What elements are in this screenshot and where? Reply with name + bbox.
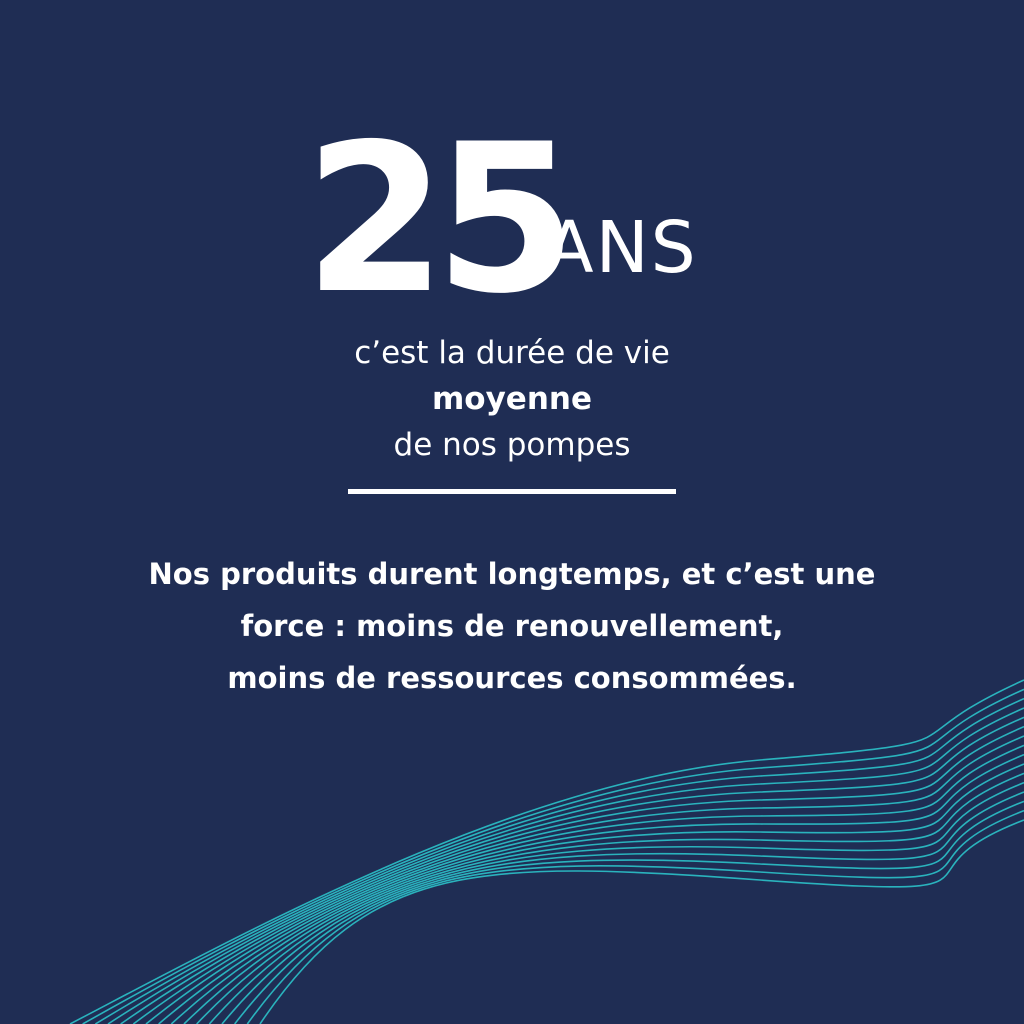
wave-line xyxy=(133,727,1024,1024)
headline xyxy=(0,0,1024,339)
wave-line xyxy=(146,736,1024,1024)
wave-line xyxy=(159,745,1024,1024)
subtitle xyxy=(0,330,1024,468)
headline-unit: ANS xyxy=(545,206,698,289)
body-line-2: force : moins de renouvellement, xyxy=(240,609,784,643)
wave-line xyxy=(260,820,1024,1024)
body-line-1: Nos produits durent longtemps, et c’est une xyxy=(148,557,876,591)
subtitle-line-3: de nos pompes xyxy=(393,427,631,463)
body-line-3: moins de ressources consommées. xyxy=(227,661,797,695)
subtitle-line-2: moyenne xyxy=(432,381,592,417)
divider xyxy=(348,489,676,494)
wave-line xyxy=(222,792,1024,1024)
subtitle-line-1: c’est la durée de vie xyxy=(354,335,670,371)
headline-number: 25 xyxy=(304,101,566,339)
wave-line xyxy=(70,680,1024,1024)
body-paragraph xyxy=(0,548,1024,704)
